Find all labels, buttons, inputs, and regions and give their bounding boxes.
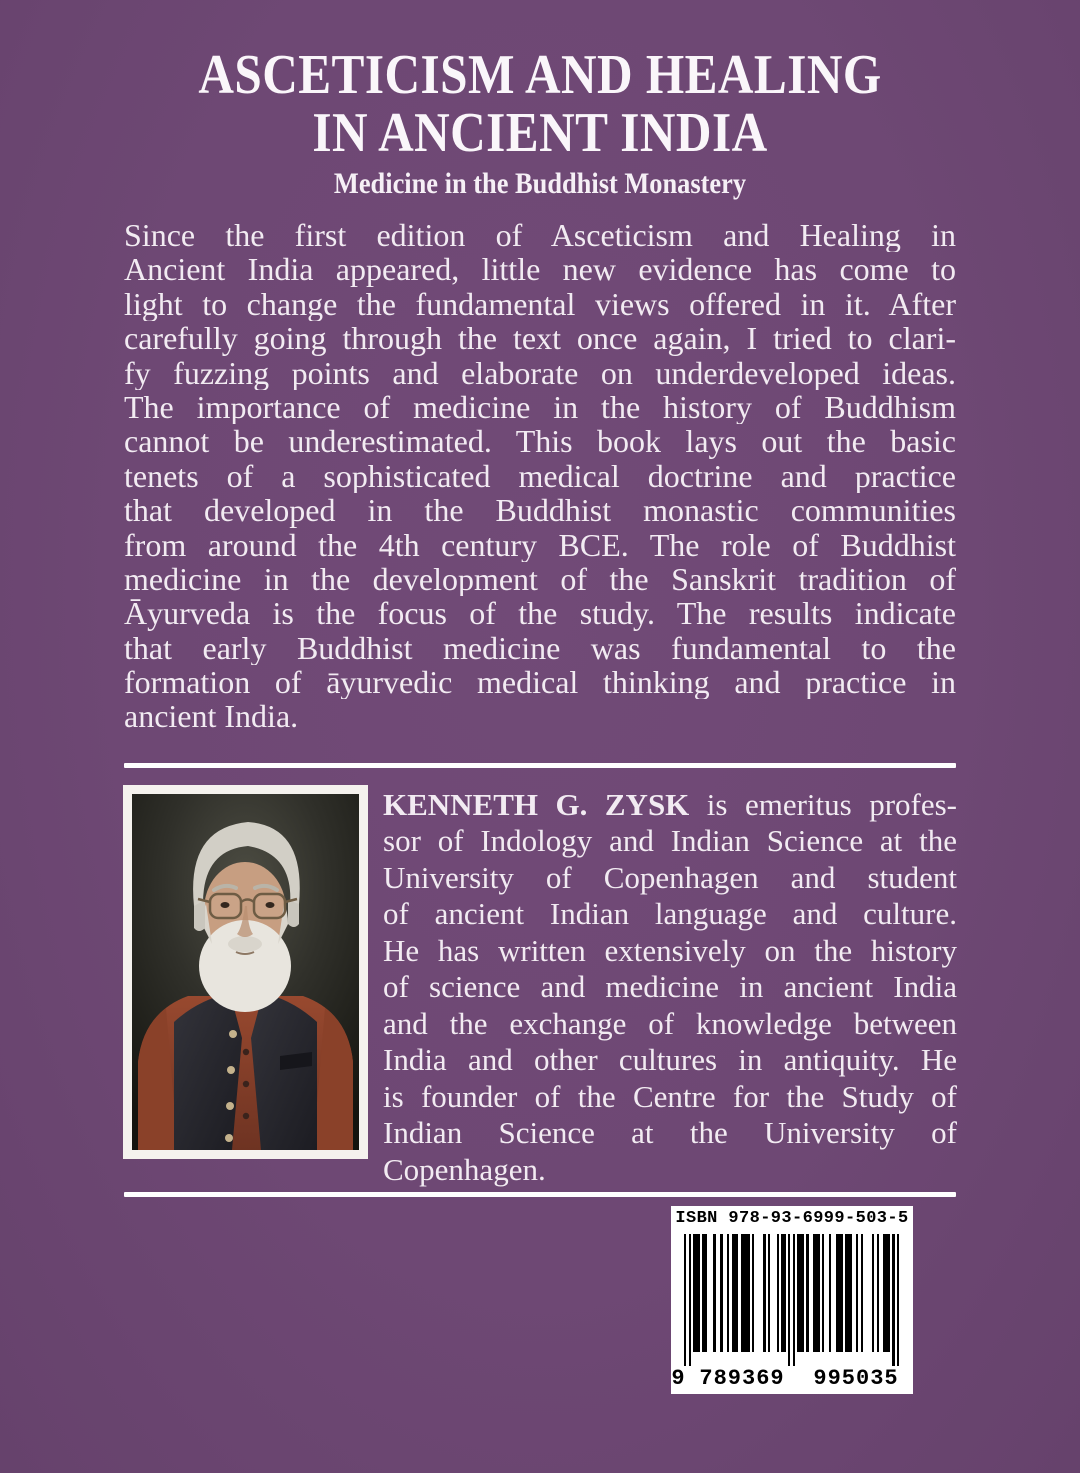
synopsis-line: ancient India. [124,699,299,734]
synopsis-line: cannot be underestimated. This book lays out the basic [124,424,956,459]
author-section [123,785,957,1189]
synopsis-line: tenets of a sophisticated medical doctrine and practice [124,458,956,494]
bio-line: of science and medicine in ancient India [383,969,957,1005]
author-name: KENNETH G. ZYSK [383,786,690,822]
synopsis-line: Ancient India appeared, little new evidence has come to [124,252,956,287]
synopsis-line: Since the first edition of Asceticism and Healing in [124,218,956,253]
bio-line: and the exchange of knowledge between [383,1005,957,1041]
synopsis-line: carefully going through the text once again, I tried to clari- [124,321,956,356]
synopsis-line: that early Buddhist medicine was fundamental to the [124,630,956,666]
synopsis-line: that developed in the Buddhist monastic communities [124,493,956,528]
bio-line: University of Copenhagen and student [383,859,957,895]
bio-line: is founder of the Centre for the Study of [383,1078,957,1114]
bio-line: of ancient Indian language and culture. [383,896,957,932]
book-title-line2: IN ANCIENT INDIA [312,102,768,164]
bio-line: Copenhagen. [383,1151,546,1187]
barcode-panel [671,1206,913,1394]
barcode-digits [671,1368,913,1390]
synopsis-line: The importance of medicine in the history of Buddhism [124,389,956,425]
author-photo-frame [123,785,368,1159]
synopsis-line: light to change the fundamental views offered in it. After [124,286,956,322]
author-photo [132,794,359,1150]
bio-line: Indian Science at the University of [383,1115,957,1151]
author-bio [383,785,957,1189]
ean-digit-prefix: 9 [671,1366,685,1391]
synopsis-line: formation of āyurvedic medical thinking and practice in [124,665,956,700]
synopsis-line: medicine in the development of the Sanskrit tradition of [124,561,956,597]
synopsis-line: Āyurveda is the focus of the study. The results indicate [124,596,956,631]
bio-line [383,787,957,824]
isbn-label: ISBN 978-93-6999-503-5 [675,1209,909,1228]
ean-group-left: 789369 [699,1366,785,1391]
book-title-line1: ASCETICISM AND HEALING [198,44,882,106]
book-subtitle: Medicine in the Buddhist Monastery [333,167,747,200]
bio-line: sor of Indology and Indian Science at the [383,823,957,859]
bio-line: He has written extensively on the history [383,932,957,968]
bio-line: India and other cultures in antiquity. He [383,1042,957,1078]
divider-rule-top [124,763,956,768]
synopsis-line: fy fuzzing points and elaborate on underdeveloped ideas. [124,355,956,390]
divider-rule-bottom [124,1192,956,1197]
synopsis-paragraph [124,218,956,734]
bio-line-text: is emeritus profes- [689,786,957,822]
ean-group-right: 995035 [813,1366,899,1391]
title-block [65,0,1015,201]
synopsis-line: from around the 4th century BCE. The role of Buddhist [124,527,956,562]
barcode-bars [684,1234,899,1370]
